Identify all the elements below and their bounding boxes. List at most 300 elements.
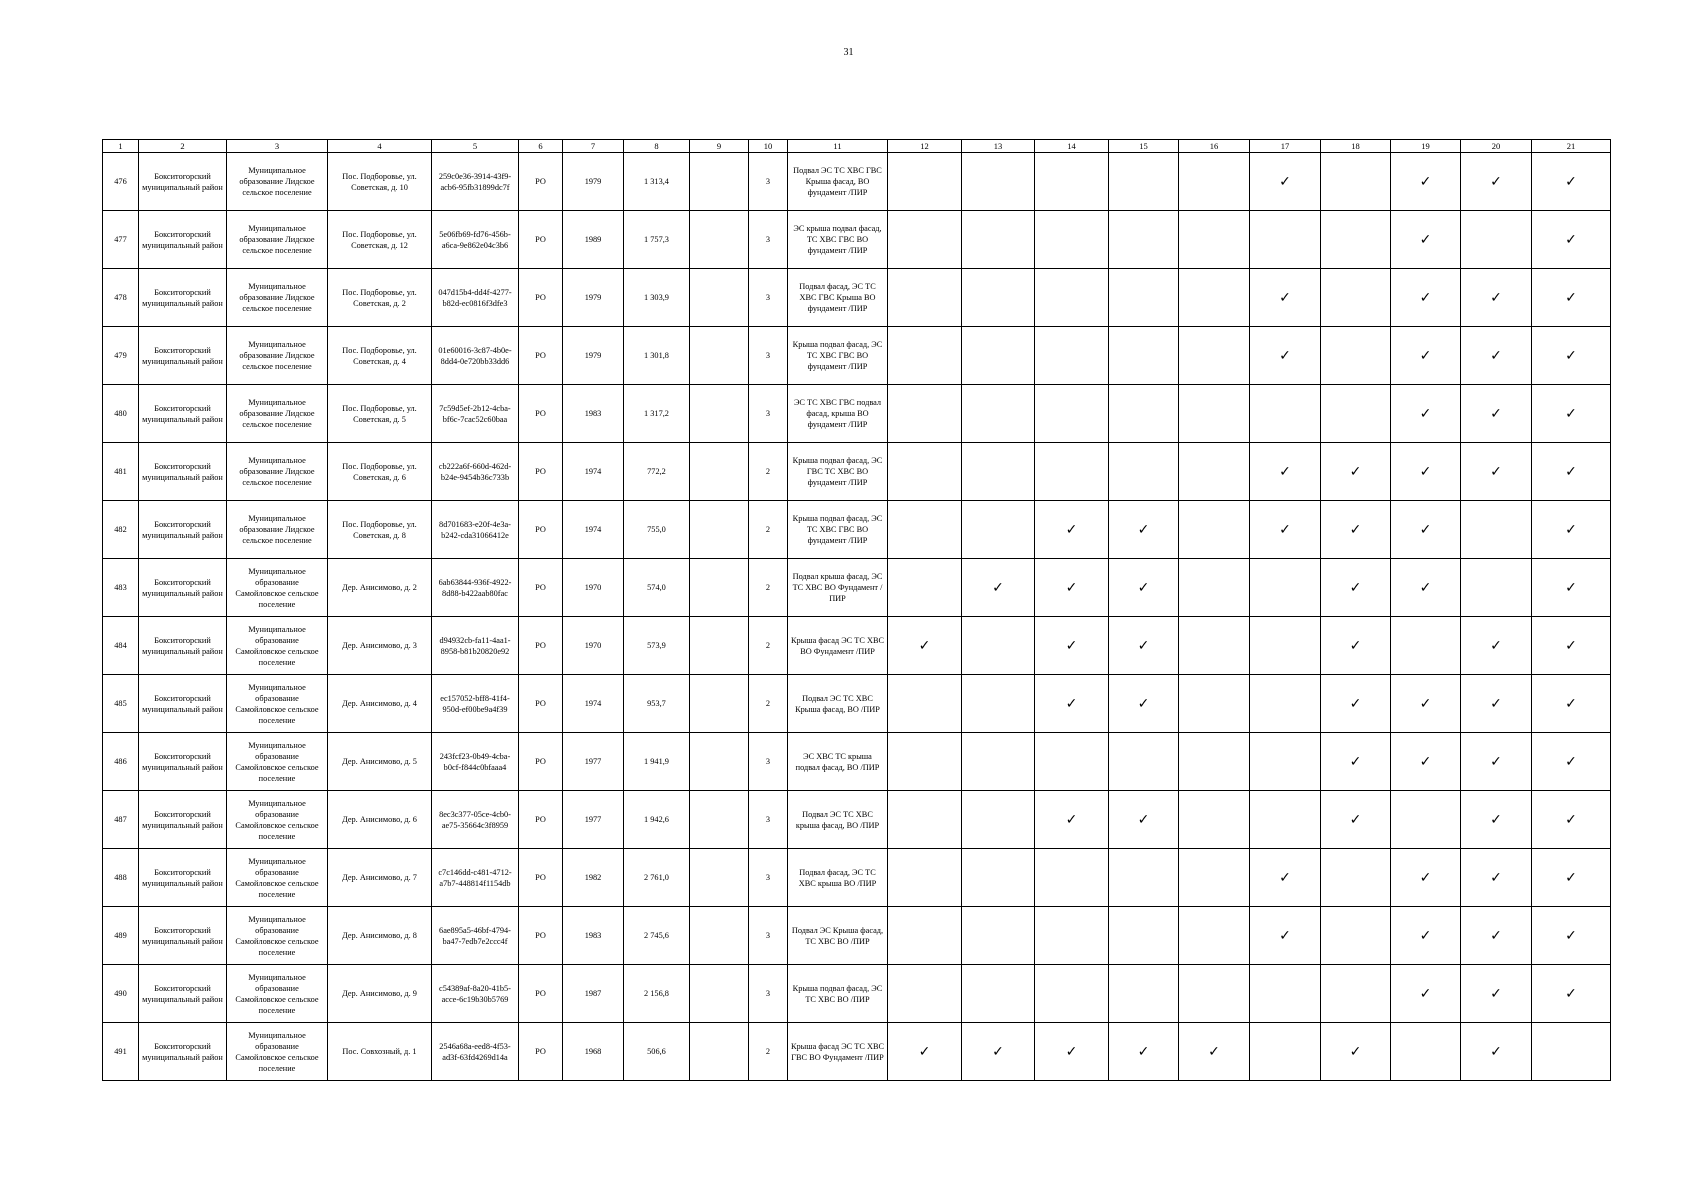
check-cell bbox=[1532, 327, 1611, 385]
check-mark-icon: ✓ bbox=[1490, 289, 1502, 306]
col9-cell bbox=[690, 269, 749, 327]
works-cell: Подвал крыша фасад, ЭС ТС ХВС ВО Фундамент /ПИР bbox=[788, 559, 888, 617]
header-cell: 15 bbox=[1109, 140, 1179, 153]
settlement-cell: Муниципальное образование Лидское сельское поселение bbox=[227, 501, 328, 559]
check-cell bbox=[962, 849, 1035, 907]
area-cell: 506,6 bbox=[624, 1023, 690, 1081]
header-cell: 3 bbox=[227, 140, 328, 153]
settlement-cell: Муниципальное образование Самойловское сельское поселение bbox=[227, 559, 328, 617]
header-cell: 11 bbox=[788, 140, 888, 153]
house-id-cell: 5e06fb69-fd76-456b-a6ca-9e862e04c3b6 bbox=[432, 211, 519, 269]
works-cell: Крыша подвал фасад, ЭС ТС ХВС ГВС ВО фундамент /ПИР bbox=[788, 501, 888, 559]
floors-cell: 2 bbox=[749, 617, 788, 675]
check-cell bbox=[1391, 1023, 1461, 1081]
works-cell: ЭС крыша подвал фасад, ТС ХВС ГВС ВО фундамент /ПИР bbox=[788, 211, 888, 269]
row-number-cell: 490 bbox=[103, 965, 139, 1023]
check-cell bbox=[1321, 559, 1391, 617]
check-cell bbox=[1321, 617, 1391, 675]
check-cell bbox=[1532, 907, 1611, 965]
check-mark-icon: ✓ bbox=[1565, 231, 1577, 248]
check-mark-icon: ✓ bbox=[1137, 521, 1150, 538]
floors-cell: 3 bbox=[749, 907, 788, 965]
check-cell bbox=[1532, 675, 1611, 733]
check-cell bbox=[1179, 733, 1250, 791]
check-mark-icon: ✓ bbox=[1349, 811, 1362, 828]
check-cell bbox=[1035, 849, 1109, 907]
check-cell bbox=[1109, 153, 1179, 211]
check-mark-icon: ✓ bbox=[1490, 869, 1502, 886]
check-cell bbox=[1391, 675, 1461, 733]
check-mark-icon: ✓ bbox=[1490, 927, 1502, 944]
check-cell bbox=[1250, 559, 1321, 617]
check-mark-icon: ✓ bbox=[1490, 637, 1502, 654]
check-cell bbox=[1250, 269, 1321, 327]
settlement-cell: Муниципальное образование Лидское сельское поселение bbox=[227, 385, 328, 443]
check-mark-icon: ✓ bbox=[1065, 521, 1078, 538]
check-cell bbox=[888, 327, 962, 385]
header-cell: 12 bbox=[888, 140, 962, 153]
house-id-cell: c7c146dd-c481-4712-a7b7-448814f1154db bbox=[432, 849, 519, 907]
check-cell bbox=[962, 907, 1035, 965]
check-cell bbox=[1250, 733, 1321, 791]
check-cell bbox=[1109, 443, 1179, 501]
check-cell bbox=[888, 733, 962, 791]
check-cell bbox=[1461, 733, 1532, 791]
district-cell: Бокситогорский муниципальный район bbox=[139, 965, 227, 1023]
check-mark-icon: ✓ bbox=[1137, 695, 1150, 712]
address-cell: Дер. Анисимово, д. 8 bbox=[328, 907, 432, 965]
check-mark-icon: ✓ bbox=[1137, 637, 1150, 654]
year-cell: 1979 bbox=[563, 153, 624, 211]
area-cell: 1 941,9 bbox=[624, 733, 690, 791]
house-id-cell: c54389af-8a20-41b5-acce-6c19b30b5769 bbox=[432, 965, 519, 1023]
check-mark-icon: ✓ bbox=[1137, 579, 1150, 596]
check-cell bbox=[1461, 153, 1532, 211]
address-cell: Пос. Подборовье, ул. Советская, д. 10 bbox=[328, 153, 432, 211]
check-cell bbox=[1532, 501, 1611, 559]
check-cell bbox=[1109, 733, 1179, 791]
row-number-cell: 491 bbox=[103, 1023, 139, 1081]
check-mark-icon: ✓ bbox=[1137, 811, 1150, 828]
check-mark-icon: ✓ bbox=[1279, 347, 1291, 364]
year-cell: 1979 bbox=[563, 269, 624, 327]
check-cell bbox=[1391, 327, 1461, 385]
check-cell bbox=[1035, 385, 1109, 443]
house-id-cell: 8d701683-e20f-4e3a-b242-cda31066412e bbox=[432, 501, 519, 559]
settlement-cell: Муниципальное образование Лидское сельское поселение bbox=[227, 211, 328, 269]
year-cell: 1982 bbox=[563, 849, 624, 907]
check-cell bbox=[1391, 733, 1461, 791]
check-cell bbox=[1391, 153, 1461, 211]
row-number-cell: 477 bbox=[103, 211, 139, 269]
check-cell bbox=[1321, 849, 1391, 907]
check-cell bbox=[1532, 211, 1611, 269]
check-mark-icon: ✓ bbox=[918, 637, 931, 654]
district-cell: Бокситогорский муниципальный район bbox=[139, 211, 227, 269]
settlement-cell: Муниципальное образование Самойловское сельское поселение bbox=[227, 733, 328, 791]
check-cell bbox=[1109, 211, 1179, 269]
check-mark-icon: ✓ bbox=[1490, 985, 1502, 1002]
col9-cell bbox=[690, 965, 749, 1023]
check-mark-icon: ✓ bbox=[1065, 637, 1078, 654]
check-cell bbox=[1321, 327, 1391, 385]
check-cell bbox=[1532, 269, 1611, 327]
area-cell: 2 761,0 bbox=[624, 849, 690, 907]
check-mark-icon: ✓ bbox=[1565, 289, 1577, 306]
row-number-cell: 486 bbox=[103, 733, 139, 791]
header-cell: 13 bbox=[962, 140, 1035, 153]
table-row bbox=[103, 327, 1611, 385]
check-mark-icon: ✓ bbox=[1565, 927, 1577, 944]
check-cell bbox=[1035, 733, 1109, 791]
check-cell bbox=[1035, 327, 1109, 385]
house-id-cell: cb222a6f-660d-462d-b24e-9454b36c733b bbox=[432, 443, 519, 501]
check-cell bbox=[1179, 617, 1250, 675]
row-number-cell: 484 bbox=[103, 617, 139, 675]
year-cell: 1974 bbox=[563, 501, 624, 559]
floors-cell: 3 bbox=[749, 733, 788, 791]
check-mark-icon: ✓ bbox=[1565, 579, 1577, 596]
header-cell: 1 bbox=[103, 140, 139, 153]
area-cell: 1 303,9 bbox=[624, 269, 690, 327]
header-cell: 5 bbox=[432, 140, 519, 153]
check-cell bbox=[1461, 965, 1532, 1023]
form-cell: РО bbox=[519, 733, 563, 791]
check-cell bbox=[962, 1023, 1035, 1081]
check-cell bbox=[888, 385, 962, 443]
floors-cell: 2 bbox=[749, 675, 788, 733]
check-mark-icon: ✓ bbox=[1349, 695, 1362, 712]
district-cell: Бокситогорский муниципальный район bbox=[139, 385, 227, 443]
header-cell: 16 bbox=[1179, 140, 1250, 153]
works-cell: Крыша подвал фасад, ЭС ТС ХВС ВО /ПИР bbox=[788, 965, 888, 1023]
check-mark-icon: ✓ bbox=[1065, 1043, 1078, 1060]
house-id-cell: 01e60016-3c87-4b0e-8dd4-0e720bb33dd6 bbox=[432, 327, 519, 385]
check-cell bbox=[1179, 965, 1250, 1023]
check-cell bbox=[1391, 559, 1461, 617]
check-cell bbox=[1179, 791, 1250, 849]
check-cell bbox=[1179, 443, 1250, 501]
check-cell bbox=[962, 443, 1035, 501]
form-cell: РО bbox=[519, 559, 563, 617]
check-cell bbox=[1109, 327, 1179, 385]
col9-cell bbox=[690, 153, 749, 211]
district-cell: Бокситогорский муниципальный район bbox=[139, 907, 227, 965]
form-cell: РО bbox=[519, 501, 563, 559]
check-mark-icon: ✓ bbox=[1279, 463, 1291, 480]
works-cell: ЭС ТС ХВС ГВС подвал фасад, крыша ВО фундамент /ПИР bbox=[788, 385, 888, 443]
check-mark-icon: ✓ bbox=[1419, 579, 1432, 596]
row-number-cell: 476 bbox=[103, 153, 139, 211]
district-cell: Бокситогорский муниципальный район bbox=[139, 443, 227, 501]
check-cell bbox=[1250, 791, 1321, 849]
address-cell: Дер. Анисимово, д. 9 bbox=[328, 965, 432, 1023]
district-cell: Бокситогорский муниципальный район bbox=[139, 791, 227, 849]
area-cell: 573,9 bbox=[624, 617, 690, 675]
check-cell bbox=[1109, 501, 1179, 559]
check-mark-icon: ✓ bbox=[1065, 811, 1078, 828]
check-cell bbox=[1035, 559, 1109, 617]
form-cell: РО bbox=[519, 153, 563, 211]
check-mark-icon: ✓ bbox=[1349, 1043, 1362, 1060]
house-id-cell: d94932cb-fa11-4aa1-8958-b81b20820e92 bbox=[432, 617, 519, 675]
address-cell: Пос. Подборовье, ул. Советская, д. 8 bbox=[328, 501, 432, 559]
row-number-cell: 480 bbox=[103, 385, 139, 443]
form-cell: РО bbox=[519, 211, 563, 269]
address-cell: Дер. Анисимово, д. 4 bbox=[328, 675, 432, 733]
address-cell: Пос. Подборовье, ул. Советская, д. 2 bbox=[328, 269, 432, 327]
check-cell bbox=[1250, 153, 1321, 211]
form-cell: РО bbox=[519, 675, 563, 733]
check-mark-icon: ✓ bbox=[1419, 927, 1432, 944]
check-cell bbox=[888, 1023, 962, 1081]
house-id-cell: 047d15b4-dd4f-4277-b82d-ec0816f3dfe3 bbox=[432, 269, 519, 327]
floors-cell: 3 bbox=[749, 385, 788, 443]
address-cell: Дер. Анисимово, д. 5 bbox=[328, 733, 432, 791]
check-cell bbox=[888, 211, 962, 269]
works-cell: Крыша подвал фасад, ЭС ГВС ТС ХВС ВО фундамент /ПИР bbox=[788, 443, 888, 501]
house-id-cell: 6ab63844-936f-4922-8d88-b422aab80fac bbox=[432, 559, 519, 617]
area-cell: 755,0 bbox=[624, 501, 690, 559]
col9-cell bbox=[690, 443, 749, 501]
check-cell bbox=[888, 269, 962, 327]
check-mark-icon: ✓ bbox=[1279, 927, 1291, 944]
address-cell: Пос. Подборовье, ул. Советская, д. 12 bbox=[328, 211, 432, 269]
district-cell: Бокситогорский муниципальный район bbox=[139, 675, 227, 733]
house-id-cell: ec157052-bff8-41f4-950d-ef00be9a4f39 bbox=[432, 675, 519, 733]
check-cell bbox=[1391, 501, 1461, 559]
check-cell bbox=[1461, 559, 1532, 617]
check-cell bbox=[1250, 385, 1321, 443]
address-cell: Пос. Подборовье, ул. Советская, д. 6 bbox=[328, 443, 432, 501]
header-cell: 21 bbox=[1532, 140, 1611, 153]
check-mark-icon: ✓ bbox=[1137, 1043, 1150, 1060]
check-cell bbox=[1179, 907, 1250, 965]
check-cell bbox=[1321, 733, 1391, 791]
check-cell bbox=[1391, 443, 1461, 501]
check-mark-icon: ✓ bbox=[1419, 869, 1432, 886]
house-id-cell: 243fcf23-0b49-4cba-b0cf-f844c0bfaaa4 bbox=[432, 733, 519, 791]
check-mark-icon: ✓ bbox=[1419, 405, 1432, 422]
check-cell bbox=[1532, 1023, 1611, 1081]
check-mark-icon: ✓ bbox=[1065, 695, 1078, 712]
check-cell bbox=[1321, 791, 1391, 849]
house-id-cell: 6ae895a5-46bf-4794-ba47-7edb7e2ccc4f bbox=[432, 907, 519, 965]
floors-cell: 3 bbox=[749, 211, 788, 269]
check-cell bbox=[1532, 617, 1611, 675]
year-cell: 1974 bbox=[563, 443, 624, 501]
check-cell bbox=[1179, 385, 1250, 443]
check-cell bbox=[1250, 211, 1321, 269]
year-cell: 1987 bbox=[563, 965, 624, 1023]
check-mark-icon: ✓ bbox=[992, 1043, 1004, 1060]
check-cell bbox=[962, 501, 1035, 559]
header-cell: 7 bbox=[563, 140, 624, 153]
header-cell: 8 bbox=[624, 140, 690, 153]
floors-cell: 3 bbox=[749, 965, 788, 1023]
row-number-cell: 487 bbox=[103, 791, 139, 849]
settlement-cell: Муниципальное образование Самойловское сельское поселение bbox=[227, 791, 328, 849]
check-mark-icon: ✓ bbox=[1208, 1043, 1220, 1060]
check-mark-icon: ✓ bbox=[1565, 753, 1577, 770]
district-cell: Бокситогорский муниципальный район bbox=[139, 849, 227, 907]
check-cell bbox=[1109, 617, 1179, 675]
check-cell bbox=[1461, 501, 1532, 559]
form-cell: РО bbox=[519, 907, 563, 965]
works-cell: Подвал фасад, ЭС ТС ХВС крыша ВО /ПИР bbox=[788, 849, 888, 907]
col9-cell bbox=[690, 617, 749, 675]
check-cell bbox=[1035, 269, 1109, 327]
form-cell: РО bbox=[519, 1023, 563, 1081]
check-mark-icon: ✓ bbox=[918, 1043, 931, 1060]
check-cell bbox=[1109, 849, 1179, 907]
check-cell bbox=[1179, 675, 1250, 733]
check-cell bbox=[1461, 907, 1532, 965]
check-cell bbox=[1461, 791, 1532, 849]
check-cell bbox=[1179, 559, 1250, 617]
year-cell: 1970 bbox=[563, 559, 624, 617]
district-cell: Бокситогорский муниципальный район bbox=[139, 733, 227, 791]
check-mark-icon: ✓ bbox=[1065, 579, 1078, 596]
works-cell: Подвал ЭС ТС ХВС крыша фасад, ВО /ПИР bbox=[788, 791, 888, 849]
check-cell bbox=[1321, 501, 1391, 559]
works-cell: Крыша фасад ЭС ТС ХВС ГВС ВО Фундамент /ПИР bbox=[788, 1023, 888, 1081]
check-cell bbox=[962, 791, 1035, 849]
check-cell bbox=[962, 211, 1035, 269]
check-cell bbox=[888, 153, 962, 211]
check-cell bbox=[1250, 849, 1321, 907]
check-cell bbox=[962, 617, 1035, 675]
check-cell bbox=[962, 733, 1035, 791]
check-cell bbox=[1035, 153, 1109, 211]
table-row bbox=[103, 849, 1611, 907]
table-row bbox=[103, 385, 1611, 443]
check-mark-icon: ✓ bbox=[1419, 521, 1432, 538]
check-cell bbox=[1179, 153, 1250, 211]
check-cell bbox=[1391, 791, 1461, 849]
form-cell: РО bbox=[519, 327, 563, 385]
year-cell: 1989 bbox=[563, 211, 624, 269]
table-row bbox=[103, 501, 1611, 559]
district-cell: Бокситогорский муниципальный район bbox=[139, 501, 227, 559]
check-cell bbox=[1391, 965, 1461, 1023]
area-cell: 1 313,4 bbox=[624, 153, 690, 211]
row-number-cell: 485 bbox=[103, 675, 139, 733]
check-cell bbox=[1109, 269, 1179, 327]
check-mark-icon: ✓ bbox=[1419, 985, 1432, 1002]
check-mark-icon: ✓ bbox=[1349, 521, 1362, 538]
form-cell: РО bbox=[519, 791, 563, 849]
form-cell: РО bbox=[519, 849, 563, 907]
house-id-cell: 2546a68a-eed8-4f53-ad3f-63fd4269d14a bbox=[432, 1023, 519, 1081]
check-cell bbox=[888, 501, 962, 559]
check-cell bbox=[1179, 327, 1250, 385]
col9-cell bbox=[690, 791, 749, 849]
check-cell bbox=[1532, 559, 1611, 617]
check-cell bbox=[1532, 849, 1611, 907]
floors-cell: 3 bbox=[749, 153, 788, 211]
header-cell: 2 bbox=[139, 140, 227, 153]
check-cell bbox=[1321, 153, 1391, 211]
floors-cell: 3 bbox=[749, 327, 788, 385]
settlement-cell: Муниципальное образование Самойловское сельское поселение bbox=[227, 907, 328, 965]
col9-cell bbox=[690, 907, 749, 965]
check-cell bbox=[1035, 1023, 1109, 1081]
address-cell: Дер. Анисимово, д. 7 bbox=[328, 849, 432, 907]
check-cell bbox=[1109, 907, 1179, 965]
table-row bbox=[103, 791, 1611, 849]
table-row bbox=[103, 907, 1611, 965]
year-cell: 1977 bbox=[563, 791, 624, 849]
check-cell bbox=[1179, 849, 1250, 907]
check-cell bbox=[1321, 1023, 1391, 1081]
check-mark-icon: ✓ bbox=[1490, 1043, 1502, 1060]
check-cell bbox=[962, 559, 1035, 617]
check-mark-icon: ✓ bbox=[1565, 405, 1577, 422]
header-cell: 9 bbox=[690, 140, 749, 153]
row-number-cell: 483 bbox=[103, 559, 139, 617]
check-mark-icon: ✓ bbox=[1565, 869, 1577, 886]
check-mark-icon: ✓ bbox=[1349, 579, 1362, 596]
settlement-cell: Муниципальное образование Лидское сельское поселение bbox=[227, 327, 328, 385]
check-cell bbox=[1250, 907, 1321, 965]
check-cell bbox=[1321, 211, 1391, 269]
form-cell: РО bbox=[519, 443, 563, 501]
check-cell bbox=[1035, 791, 1109, 849]
header-cell: 14 bbox=[1035, 140, 1109, 153]
area-cell: 953,7 bbox=[624, 675, 690, 733]
check-cell bbox=[1250, 675, 1321, 733]
area-cell: 1 757,3 bbox=[624, 211, 690, 269]
check-cell bbox=[1461, 1023, 1532, 1081]
area-cell: 1 317,2 bbox=[624, 385, 690, 443]
check-cell bbox=[1179, 211, 1250, 269]
works-cell: Крыша фасад ЭС ТС ХВС ВО Фундамент /ПИР bbox=[788, 617, 888, 675]
table-row bbox=[103, 269, 1611, 327]
check-cell bbox=[888, 965, 962, 1023]
check-cell bbox=[1391, 269, 1461, 327]
check-mark-icon: ✓ bbox=[1279, 869, 1291, 886]
header-cell: 20 bbox=[1461, 140, 1532, 153]
check-cell bbox=[888, 617, 962, 675]
col9-cell bbox=[690, 385, 749, 443]
header-cell: 4 bbox=[328, 140, 432, 153]
check-cell bbox=[1391, 849, 1461, 907]
check-cell bbox=[962, 675, 1035, 733]
floors-cell: 3 bbox=[749, 849, 788, 907]
check-mark-icon: ✓ bbox=[1419, 289, 1432, 306]
check-cell bbox=[1109, 675, 1179, 733]
check-cell bbox=[1035, 675, 1109, 733]
check-cell bbox=[1532, 791, 1611, 849]
address-cell: Пос. Совхозный, д. 1 bbox=[328, 1023, 432, 1081]
check-cell bbox=[1391, 385, 1461, 443]
check-mark-icon: ✓ bbox=[1419, 695, 1432, 712]
check-cell bbox=[888, 443, 962, 501]
check-cell bbox=[962, 327, 1035, 385]
works-cell: Крыша подвал фасад, ЭС ТС ХВС ГВС ВО фундамент /ПИР bbox=[788, 327, 888, 385]
district-cell: Бокситогорский муниципальный район bbox=[139, 617, 227, 675]
check-cell bbox=[1321, 907, 1391, 965]
check-mark-icon: ✓ bbox=[1349, 637, 1362, 654]
check-mark-icon: ✓ bbox=[1349, 753, 1362, 770]
district-cell: Бокситогорский муниципальный район bbox=[139, 559, 227, 617]
check-mark-icon: ✓ bbox=[1490, 173, 1502, 190]
check-cell bbox=[888, 791, 962, 849]
check-cell bbox=[1321, 385, 1391, 443]
check-cell bbox=[1461, 211, 1532, 269]
settlement-cell: Муниципальное образование Лидское сельское поселение bbox=[227, 443, 328, 501]
